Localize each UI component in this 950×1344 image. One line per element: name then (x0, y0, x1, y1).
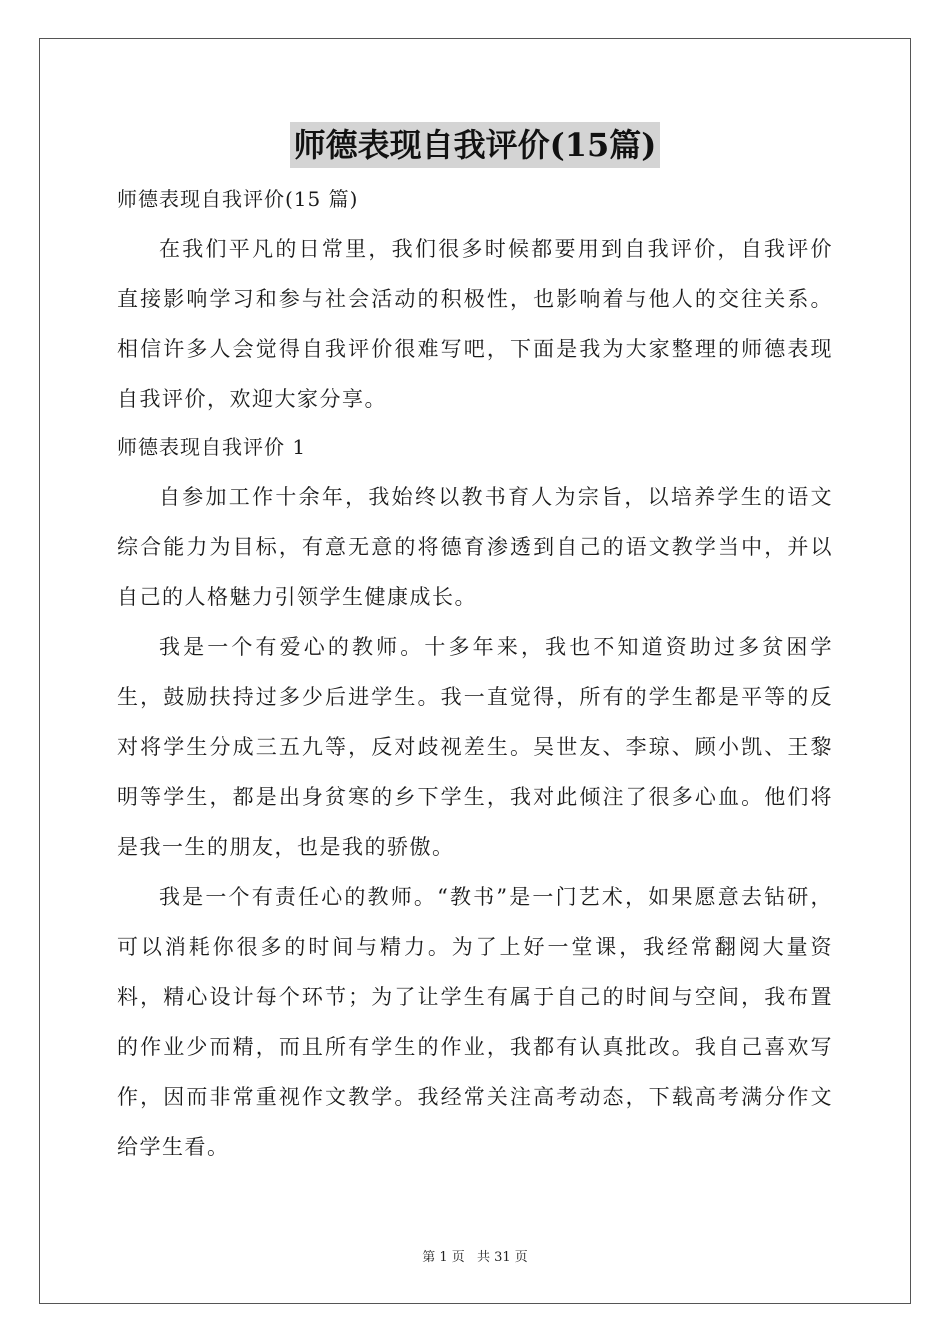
section-heading: 师德表现自我评价 1 (117, 435, 307, 459)
body-paragraph-2: 我是一个有爱心的教师。十多年来，我也不知道资助过多贫困学生，鼓励扶持过多少后进学生。我一直觉得，所有的学生都是平等的反对将学生分成三五九等，反对歧视差生。吴世友、李琼、顾小凯、王黎明等学生，都是出身贫寒的乡下学生，我对此倾注了很多心血。他们将是我一生的朋友，也是我的骄傲。 (117, 635, 833, 859)
document-title: 师德表现自我评价(15篇) (290, 122, 661, 168)
body-paragraph-1: 自参加工作十余年，我始终以教书育人为宗旨，以培养学生的语文综合能力为目标，有意无意的将德育渗透到自己的语文教学当中，并以自己的人格魅力引领学生健康成长。 (117, 485, 833, 609)
page-total: 共 31 页 (476, 1250, 528, 1265)
intro-paragraph: 在我们平凡的日常里，我们很多时候都要用到自我评价，自我评价直接影响学习和参与社会活动的积极性，也影响着与他人的交往关系。相信许多人会觉得自我评价很难写吧，下面是我为大家整理的师德表现自我评价，欢迎大家分享。 (117, 237, 833, 411)
document-subtitle: 师德表现自我评价(15 篇) (117, 187, 359, 211)
page-footer (0, 1246, 950, 1265)
document-body (117, 180, 833, 1172)
body-paragraph-3: 我是一个有责任心的教师。“教书”是一门艺术，如果愿意去钻研，可以消耗你很多的时间与精力。为了上好一堂课，我经常翻阅大量资料，精心设计每个环节；为了让学生有属于自己的时间与空间，我布置的作业少而精，而且所有学生的作业，我都有认真批改。我自己喜欢写作，因而非常重视作文教学。我经常关注高考动态，下载高考满分作文给学生看。 (117, 885, 833, 1159)
page-number: 第 1 页 (422, 1250, 465, 1265)
title-container (0, 122, 950, 168)
